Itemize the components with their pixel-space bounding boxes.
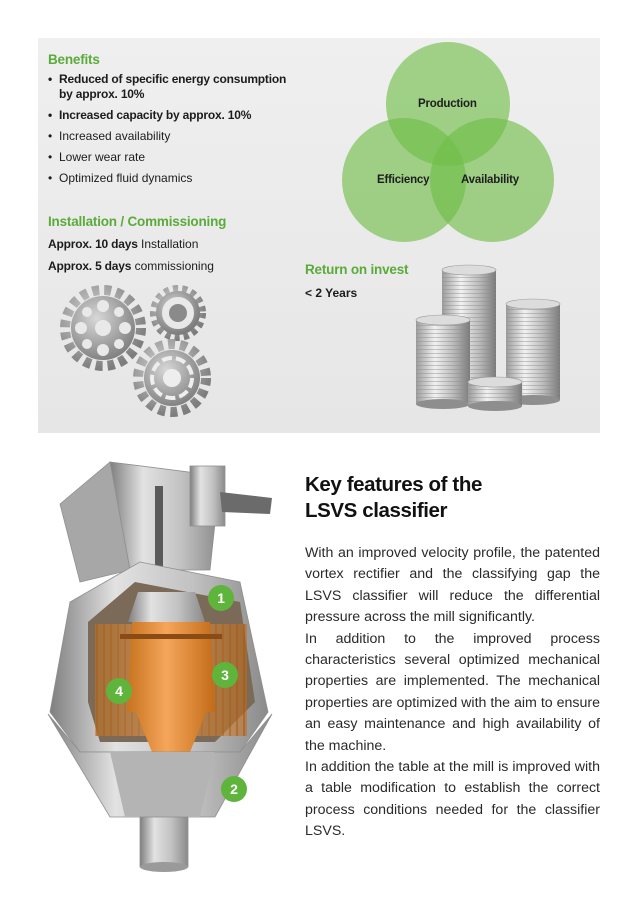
gears-illustration	[48, 280, 218, 420]
features-body	[305, 543, 600, 843]
installation-days: Approx. 10 days	[48, 237, 138, 251]
venn-label-production: Production	[418, 98, 477, 110]
gear-icon	[65, 290, 141, 366]
features-paragraph: In addition to the improved process characteristics several optimized mechanical properties are implemented. The mechanical properties are optimized with the aim to ensure an easy maintenance and high availability of the machine.	[305, 630, 600, 754]
features-title	[305, 472, 482, 524]
features-paragraph: In addition the table at the mill is improved with a table modification to establish the correct process conditions needed for the classifier LSVS.	[305, 759, 600, 840]
coin-stacks-illustration	[412, 262, 567, 414]
venn-label-efficiency: Efficiency	[377, 174, 430, 186]
gear-icon	[154, 289, 202, 337]
coin-stack	[468, 377, 522, 411]
commissioning-label: commissioning	[131, 259, 214, 273]
installation-heading: Installation / Commissioning	[48, 214, 227, 229]
marker-1: 1	[208, 585, 234, 611]
commissioning-line	[48, 259, 214, 273]
benefits-heading: Benefits	[48, 52, 100, 67]
benefits-list	[48, 72, 298, 192]
benefit-item: • Optimized fluid dynamics	[48, 171, 298, 186]
features-paragraph: With an improved velocity profile, the patented vortex rectifier and the classifying gap the LSVS classifier will reduce the differential pressure across the mill significantly.	[305, 545, 600, 626]
gear-icon	[138, 344, 206, 412]
venn-diagram	[338, 40, 560, 250]
benefit-item: • Increased capacity by approx. 10%	[48, 108, 298, 123]
coin-stack	[416, 315, 470, 409]
marker-4: 4	[106, 678, 132, 704]
venn-label-availability: Availability	[461, 174, 519, 186]
marker-2: 2	[221, 776, 247, 802]
classifier-illustration	[40, 452, 280, 877]
installation-label: Installation	[137, 237, 199, 251]
features-title-line1: Key features of the	[305, 473, 482, 496]
features-title-line2: LSVS classifier	[305, 499, 448, 522]
benefit-item: • Increased availability	[48, 129, 298, 144]
installation-line	[48, 237, 198, 251]
roi-heading: Return on invest	[305, 262, 409, 277]
benefit-item: • Lower wear rate	[48, 150, 298, 165]
roi-value: < 2 Years	[305, 286, 358, 300]
benefit-item: • Reduced of specific energy consumption by approx. 10%	[48, 72, 298, 102]
marker-3: 3	[212, 662, 238, 688]
commissioning-days: Approx. 5 days	[48, 259, 132, 273]
